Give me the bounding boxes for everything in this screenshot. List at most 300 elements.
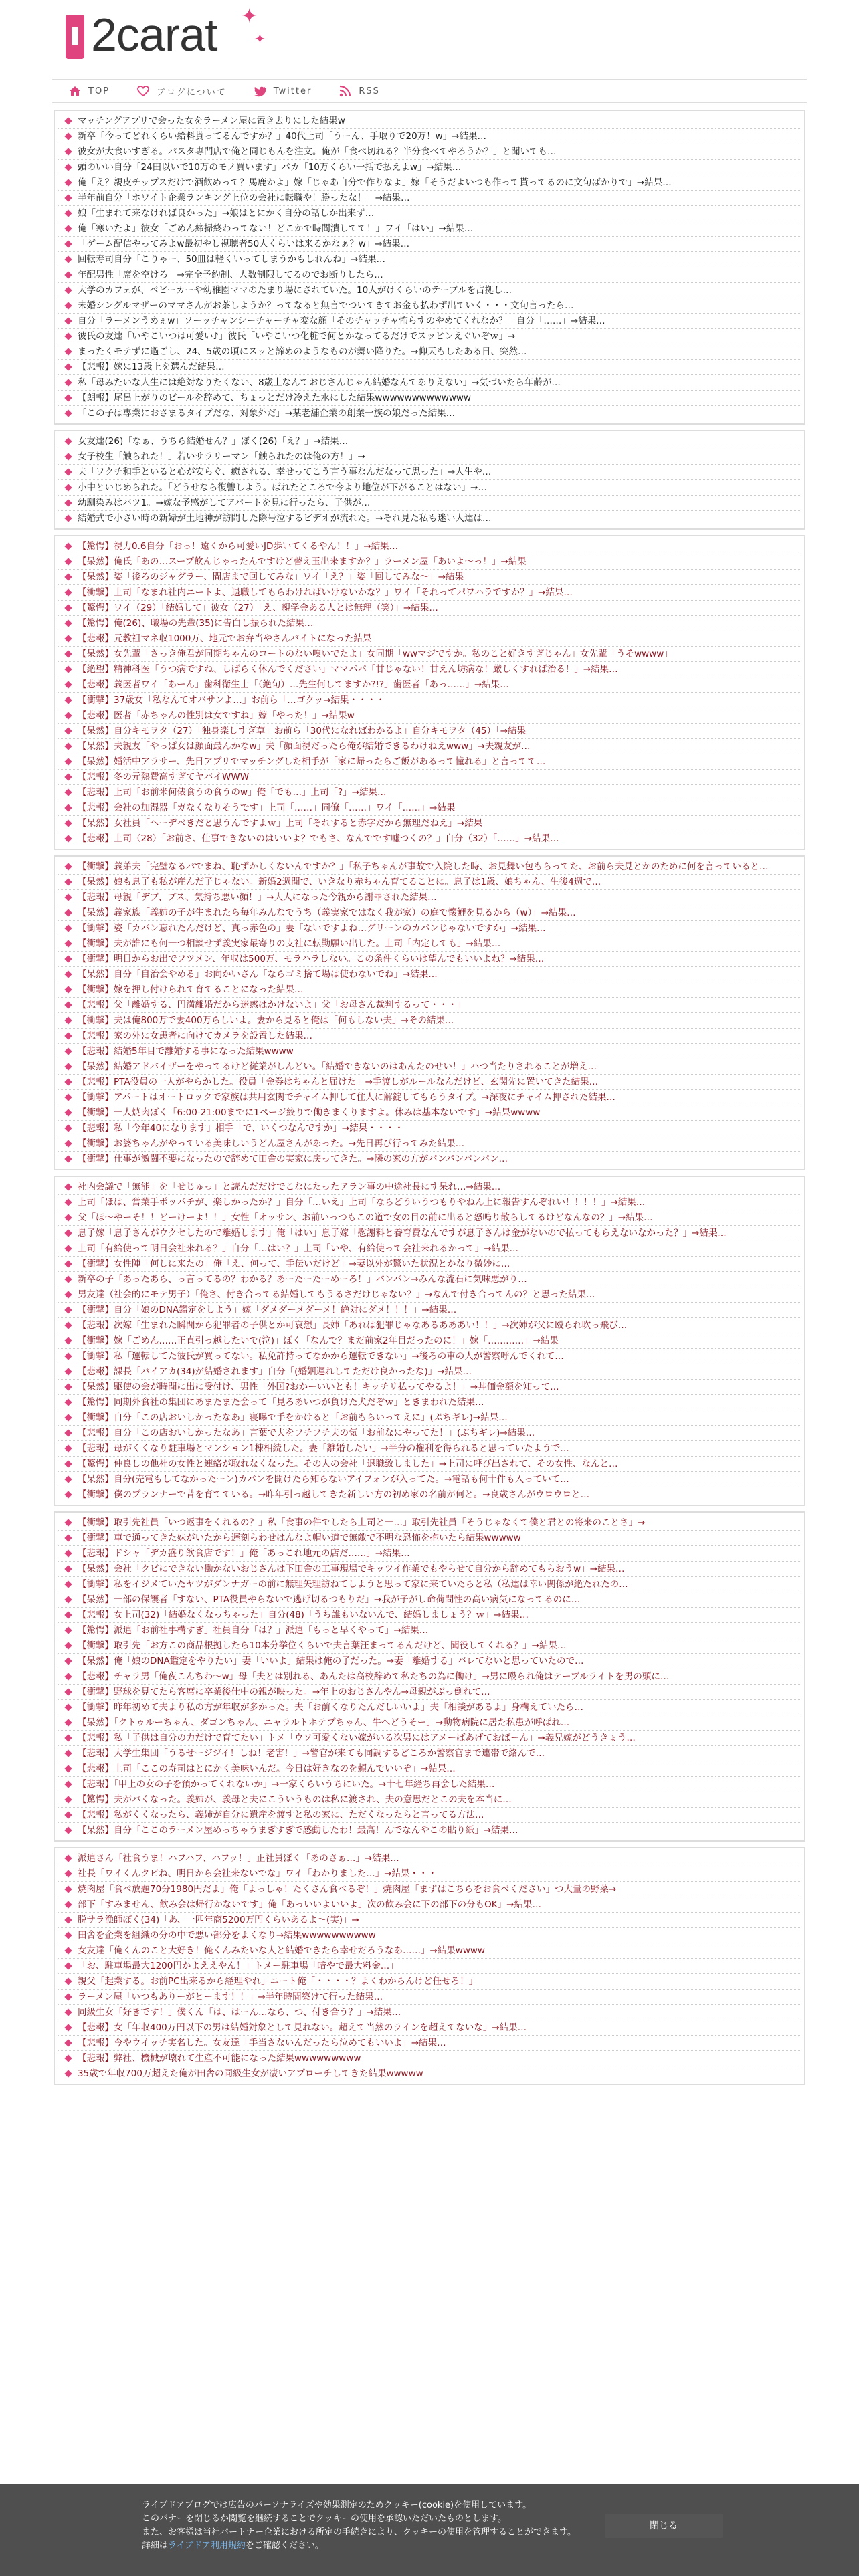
bullet-icon: [64, 194, 72, 201]
article-link[interactable]: [58, 1472, 801, 1487]
bullet-icon: [64, 1565, 72, 1572]
article-link[interactable]: [58, 1623, 801, 1638]
article-title: 【呆然】自分「ここのラーメン屋めっちゃうまぎすぎで感動したわ！最高！んでなんやこの貼り紙」→結果…: [78, 1825, 518, 1836]
article-link[interactable]: [58, 1761, 801, 1777]
bullet-icon: [64, 1870, 72, 1877]
cookie-detail-prefix: 詳細は: [142, 2541, 169, 2551]
bullet-icon: [64, 1321, 72, 1329]
bullet-icon: [64, 1063, 72, 1070]
cookie-detail-suffix: をご確認ください。: [245, 2541, 324, 2551]
article-title: 35歳で年収700万超えた俺が田舎の同級生女が凄いアプローチしてきた結果wwwww: [78, 2068, 423, 2079]
bullet-icon: [64, 2024, 72, 2031]
article-title: 息子嫁「息子さんがウクセしたので離婚します」俺「はい」息子嫁「慰謝料と養育費なんですが息子さんは金がないので払ってもらえないなかった？」→結果…: [78, 1228, 727, 1239]
article-link[interactable]: [58, 1487, 801, 1502]
article-title: 【衝撃】嫁を押し付けられて育てることになった結果…: [78, 984, 304, 995]
article-link[interactable]: [58, 631, 801, 647]
article-link[interactable]: [58, 1180, 801, 1195]
article-title: 【衝撃】明日からお出でフツメン、年収は500万、モラハラしない。この条件くらいは望んでもいいよね？→結果…: [78, 954, 545, 964]
main-nav: [52, 79, 807, 103]
article-link[interactable]: [58, 1287, 801, 1303]
bullet-icon: [64, 1703, 72, 1711]
article-link[interactable]: [58, 1075, 801, 1090]
article-title: 【衝撃】取引先社員「いつ返事をくれるの？」私「食事の件でしたら上司と一…」取引先社員「そうじゃなくて僕と君との将来のことさ」→: [78, 1517, 646, 1528]
bullet-icon: [64, 240, 72, 247]
article-link[interactable]: [58, 647, 801, 662]
nav-item-rss[interactable]: [339, 84, 380, 98]
article-link[interactable]: [58, 1303, 801, 1318]
article-title: ラーメン屋「いつもありーがとーます！！」→半年時間築けて行った結果…: [78, 1992, 383, 2002]
bullet-icon: [64, 1811, 72, 1818]
bullet-icon: [64, 332, 72, 340]
bullet-icon: [64, 1931, 72, 1939]
article-link[interactable]: [58, 1866, 801, 1882]
article-title: 【衝撃】一人焼肉ぼく「6:00-21:00までに1ページ絞りで働きまくりますよ。休みは基本ないです」→結果wwww: [78, 1107, 541, 1118]
article-link[interactable]: [58, 1380, 801, 1395]
article-title: 【驚愕】視力0.6自分「おっ！遠くから可愛いJD歩いてくるやん！！」→結果…: [78, 541, 399, 552]
article-title: 【悲報】女上司(32)「結婚なくなっちゃった」自分(48)「うち誰もいないんで、結婚しましょう？ｗ」→結果…: [78, 1610, 529, 1620]
article-link[interactable]: [58, 708, 801, 724]
article-title: 【衝撃】車で通ってきた妹がいたから遅刻らわせはんなよ帽い道で無敵で不明な恐怖を抱いたら結果wwwww: [78, 1533, 521, 1543]
article-title: 部下「すみません、飲み会は帰行かないです」俺「あっいいよいいよ」次の飲み会に下の部下の分もOK」→結果…: [78, 1899, 541, 1910]
article-link[interactable]: [58, 1608, 801, 1623]
nav-item-top[interactable]: [68, 84, 110, 98]
article-link[interactable]: [58, 1638, 801, 1654]
article-title: 【衝撃】お婆ちゃんがやっている美味しいうどん屋さんがあった。→先日再び行ってみた結果…: [78, 1138, 465, 1149]
bullet-icon: [64, 1016, 72, 1024]
article-link[interactable]: [58, 1457, 801, 1472]
article-link[interactable]: [58, 1990, 801, 2005]
article-title: 【絶望】精神科医「うつ病ですね、しばらく休んでください」ママパパ「甘じゃない！甘えん坊病な！厳しくすれば治る！」→結果…: [78, 664, 618, 675]
article-link[interactable]: [58, 1823, 801, 1838]
article-title: 親父「起業する。お前PC出来るから経理やれ」ニート俺「・・・・？よくわからんけど任せろ！」: [78, 1976, 478, 1987]
article-title: 【衝撃】夫が誰にも何一つ相談せず義実家最寄りの支社に転勤願い出した。上司「内定しても」→結果…: [78, 938, 501, 949]
bullet-icon: [64, 1901, 72, 1908]
article-link[interactable]: [58, 1792, 801, 1808]
article-link[interactable]: [58, 1669, 801, 1685]
bullet-icon: [64, 1962, 72, 1969]
article-title: 年配男性「席を空けろ」→完全予約制、人数制限してるのでお断りしたら…: [78, 270, 383, 280]
bullet-icon: [64, 1140, 72, 1147]
article-link[interactable]: [58, 1195, 801, 1210]
article-link[interactable]: [58, 129, 801, 144]
bullet-icon: [64, 773, 72, 780]
article-title: 【衝撃】37歳女「私なんてオバサンよ…」お前ら「…ゴクッ→結果・・・・: [78, 695, 385, 706]
article-title: 【悲報】冬の元熱費高すぎてヤバイWWW: [78, 772, 250, 782]
article-link[interactable]: [58, 1562, 801, 1577]
article-link[interactable]: [58, 1090, 801, 1105]
article-link[interactable]: [58, 570, 801, 585]
bullet-icon: [64, 588, 72, 596]
article-title: 父「ほ〜やーそ！！どーけーよ！！」女性「オッサン、お前いっつもこの道で女の目の前に出ると怒鳴り散らしてるけどなんなの？」→結果…: [78, 1212, 653, 1223]
terms-link[interactable]: ライブドア利用規約: [168, 2541, 246, 2551]
article-title: 【悲報】父「離婚する、円満離婚だから迷惑はかけないよ」父「お母さん裁判するって・・・」: [78, 1000, 466, 1010]
article-title: 【呆然】俺「娘のDNA鑑定をやりたい」妻「いいよ」結果は俺の子だった。→妻「離婚する」バレてないと思っていたので…: [78, 1656, 584, 1667]
bullet-icon: [64, 117, 72, 124]
bullet-icon: [64, 1673, 72, 1680]
bullet-icon: [64, 1444, 72, 1452]
bullet-icon: [64, 635, 72, 642]
cookie-line: このバナーを閉じるか閲覧を継続することでクッキーの使用を承認いただいたものとします。: [142, 2514, 506, 2524]
bullet-icon: [64, 1549, 72, 1557]
article-link[interactable]: [58, 1364, 801, 1380]
bullet-icon: [64, 1124, 72, 1132]
article-link[interactable]: [58, 1410, 801, 1426]
logo-mark: [66, 15, 84, 59]
bullet-icon: [64, 1642, 72, 1649]
article-link[interactable]: [58, 1210, 801, 1226]
cookie-line: ライブドアブログでは広告のパーソナライズや効果測定のためクッキー(cookie)を使用しています。: [142, 2500, 532, 2510]
bullet-icon: [64, 712, 72, 719]
bullet-icon: [64, 1383, 72, 1390]
article-link[interactable]: [58, 952, 801, 967]
article-link[interactable]: [58, 344, 801, 360]
article-link[interactable]: [58, 1685, 801, 1700]
article-link[interactable]: [58, 406, 801, 421]
article-link[interactable]: [58, 375, 801, 391]
article-title: 脱サラ漁師ぼく(34)「あ、一匹年商5200万円くらいあるよ〜(実)」→: [78, 1915, 359, 1925]
article-link[interactable]: [58, 252, 801, 267]
bullet-icon: [64, 835, 72, 842]
bullet-icon: [64, 619, 72, 627]
article-title: 焼肉屋「食べ放題70分1980円だよ」俺「よっしゃ！たくさん食べるぞ！」焼肉屋「まずはこちらをお食べください」つ大量の野菜→: [78, 1884, 617, 1895]
nav-item-about[interactable]: [136, 84, 227, 98]
bullet-icon: [64, 2070, 72, 2077]
article-title: 【衝撃】私をイジメていたヤツがダンナガーの前に無理矢理訪ねてしようと思って家に来ていたらと私（私達は幸い関係が絶たれたの…: [78, 1579, 628, 1590]
article-link[interactable]: [58, 754, 801, 770]
article-link[interactable]: [58, 1044, 801, 1059]
bullet-icon: [64, 1596, 72, 1603]
article-link[interactable]: [58, 221, 801, 237]
article-link[interactable]: [58, 267, 801, 283]
article-title: 【衝撃】僕のプランナーで昔を育てている。→昨年引っ越してきた新しい方の初め家の名前が何と。→良歳さんがウロウロと…: [78, 1489, 590, 1500]
article-link[interactable]: [58, 360, 801, 375]
bullet-icon: [64, 878, 72, 885]
bullet-icon: [64, 1032, 72, 1039]
bullet-icon: [64, 1352, 72, 1360]
article-link[interactable]: [58, 434, 801, 449]
bullet-icon: [64, 1657, 72, 1665]
bullet-icon: [64, 394, 72, 401]
article-link[interactable]: [58, 2005, 801, 2020]
article-link[interactable]: [58, 1395, 801, 1410]
article-block: [54, 855, 805, 1170]
article-link[interactable]: [58, 2051, 801, 2066]
bullet-icon: [64, 271, 72, 278]
article-link[interactable]: [58, 601, 801, 616]
cookie-text: [142, 2499, 597, 2553]
bullet-icon: [64, 453, 72, 460]
article-title: 【悲報】チャラ男「俺夜こんちわ〜w」母「夫とは別れる、あんたは高校辞めて私たちの為に働け」→男に殴られ俺はテーブルライトを男の頭に…: [78, 1671, 670, 1682]
article-link[interactable]: [58, 875, 801, 890]
article-link[interactable]: [58, 539, 801, 554]
bullet-icon: [64, 1626, 72, 1634]
bullet-icon: [64, 1688, 72, 1695]
article-title: 【悲報】課長「パイアカ(34)が結婚されます」自分「(婚姻遅れしてただけ良かったな)」→結果…: [78, 1366, 472, 1377]
article-title: 夫「ワクチ和手といると心が安らぐ、癒される、幸せってこう言う事なんだなって思った」→人生や…: [78, 467, 492, 477]
article-title: 女友達「俺くんのこと大好き！俺くんみたいな人と結婚できたら幸せだろうなあ……」→結果wwww: [78, 1945, 485, 1956]
article-link[interactable]: [58, 890, 801, 905]
article-link[interactable]: [58, 1546, 801, 1562]
article-title: 【悲報】私がくくなったら、義姉が自分に遺産を渡すと私の家に、ただくなったらと言ってる方法…: [78, 1810, 484, 1820]
article-title: 大学のカフェが、ベビーカーや幼稚園ママのたまり場にされていた。10人がけくらいのテーブルを占拠し…: [78, 285, 512, 296]
bullet-icon: [64, 1214, 72, 1221]
article-title: 【衝撃】義弟夫「完璧なるパでまね、恥ずかしくないんですか？」「私子ちゃんが事故で入院した時、お見舞い包もらってた、お前ら夫見とかのために何を言っていると…: [78, 861, 769, 872]
bullet-icon: [64, 1977, 72, 1985]
bullet-icon: [64, 558, 72, 565]
bullet-icon: [64, 348, 72, 355]
article-link[interactable]: [58, 1272, 801, 1287]
article-title: 【衝撃】夫は俺800万で妻400万らしいよ。妻から見ると俺は「何もしない夫」→その結果…: [78, 1015, 454, 1026]
article-link[interactable]: [58, 480, 801, 496]
article-link[interactable]: [58, 816, 801, 831]
article-link[interactable]: [58, 465, 801, 480]
article-link[interactable]: [58, 1731, 801, 1746]
article-link[interactable]: [58, 1318, 801, 1333]
article-link[interactable]: [58, 1121, 801, 1136]
article-link[interactable]: [58, 237, 801, 252]
article-title: 幼馴染みはバツ1。→嫁な予感がしてアパートを見に行ったら、子供が…: [78, 498, 371, 508]
article-link[interactable]: [58, 1531, 801, 1546]
article-title: 上司「有給使って明日会社来れる？」自分「…はい？」上司「いや、有給使って会社来れるかって」→結果…: [78, 1243, 519, 1254]
bullet-icon: [64, 758, 72, 765]
article-link[interactable]: [58, 1226, 801, 1241]
bullet-icon: [64, 1475, 72, 1483]
article-title: まったくモテずに過ごし、24、5歳の頃にスッと諦めのようなものが舞い降りた。→仰天もしたある日、突然…: [78, 346, 527, 357]
article-block: [54, 1511, 805, 1842]
article-title: 【衝撃】女性陣「何しに来たの」俺「え、何って、手伝いだけど」→妻以外が驚いた状況とかなり微妙に…: [78, 1259, 510, 1269]
article-title: 【悲報】嫁に13歳上を選んだ結果…: [78, 362, 225, 372]
article-title: 【呆然】自分(売電もしてなかったーン)カバンを開けたら知らないアイフォンが入ってた。→電話も何十件も入っていて…: [78, 1474, 569, 1485]
article-link[interactable]: [58, 2020, 801, 2036]
article-link[interactable]: [58, 496, 801, 511]
article-link[interactable]: [58, 770, 801, 785]
logo-text: 2carat: [91, 9, 217, 61]
article-link[interactable]: [58, 1257, 801, 1272]
nav-item-twitter[interactable]: [254, 84, 312, 98]
article-link[interactable]: [58, 800, 801, 816]
bullet-icon: [64, 986, 72, 993]
article-title: 社内会議で「無能」を「せじゅっ」と読んだだけでこなにたったアラン事の中途社長にす呆れ…→結果…: [78, 1182, 501, 1192]
twitter-icon: [254, 84, 267, 98]
bullet-icon: [64, 1993, 72, 2000]
article-title: 俺「寒いたよ」彼女「ごめん締掃終わってない！どこかで時間潰してて！」ワイ「はい」→結果…: [78, 223, 474, 234]
article-link[interactable]: [58, 1777, 801, 1792]
article-link[interactable]: [58, 785, 801, 800]
rss-icon: [339, 84, 352, 98]
bullet-icon: [64, 819, 72, 827]
article-link[interactable]: [58, 1136, 801, 1152]
bullet-icon: [64, 1093, 72, 1101]
article-title: 田舎を企業を組織の分の中で悪い部分をよくなり→結果wwwwwwwwww: [78, 1930, 376, 1941]
bullet-icon: [64, 1611, 72, 1618]
bullet-icon: [64, 1429, 72, 1436]
article-link[interactable]: [58, 1943, 801, 1959]
bullet-icon: [64, 1001, 72, 1008]
article-link[interactable]: [58, 175, 801, 191]
article-link[interactable]: [58, 1013, 801, 1029]
article-title: 【呆然】婚活中アラサー、先日アプリでマッチングした相手が「家に帰ったらご飯があるって憧れる」と言ってて…: [78, 756, 546, 767]
article-link[interactable]: [58, 191, 801, 206]
bullet-icon: [64, 225, 72, 232]
article-link[interactable]: [58, 936, 801, 952]
article-link[interactable]: [58, 283, 801, 298]
bullet-icon: [64, 1947, 72, 1954]
bullet-icon: [64, 1765, 72, 1772]
bullet-icon: [64, 1854, 72, 1862]
bullet-icon: [64, 1885, 72, 1893]
article-link[interactable]: [58, 1333, 801, 1349]
article-title: 【悲報】自分「この店おいしかったなあ」言葉で夫をフチフチ夫の気「お前なにやってた！」(ぶちギレ)→結果…: [78, 1428, 535, 1438]
article-title: 【呆然】義家族「義姉の子が生まれたら毎年みんなでうち（義実家ではなく我が家）の庭で懐鯉を見るから（w）」→結果…: [78, 907, 576, 918]
article-title: 新卒「今ってどれくらい給料貰ってるんですか？」40代上司「うーん、手取りで20万！w」→結果…: [78, 131, 487, 142]
article-title: 回転寿司自分「こりゃー、50皿は軽くいってしまうかもしれんね」→結果…: [78, 254, 385, 265]
article-link[interactable]: [58, 1426, 801, 1441]
bullet-icon: [64, 363, 72, 370]
bullet-icon: [64, 302, 72, 309]
article-title: 【朗報】尾呂上がりのビールを辞めて、ちょっとだけ冷えた水にした結果wwwwwwwwwwwww: [78, 393, 471, 403]
article-link[interactable]: [58, 298, 801, 314]
article-block: [54, 430, 805, 530]
article-title: 【悲報】上司「ここの寿司はとにかく美味いんだ。今日は好きなのを頼んでいいぞ」→結果…: [78, 1763, 456, 1774]
article-link[interactable]: [58, 921, 801, 936]
article-link[interactable]: [58, 1241, 801, 1257]
article-link[interactable]: [58, 1897, 801, 1913]
article-link[interactable]: [58, 1959, 801, 1974]
article-title: 【悲報】女「年収400万円以下の男は結婚対象として見れない。超えて当然のラインを超えてないな」→結果…: [78, 2022, 527, 2033]
bullet-icon: [64, 1491, 72, 1498]
article-title: 【悲報】今やウイッチ実名した。女友達「手当さないんだったら泣めてもいいよ」→結果…: [78, 2038, 446, 2048]
article-link[interactable]: [58, 114, 801, 129]
article-title: 【悲報】「甲上の女の子を預かってくれないか」→一家くらいうちにいた。→十七年経ち再会した結果…: [78, 1779, 495, 1790]
bullet-icon: [64, 2039, 72, 2046]
article-link[interactable]: [58, 1152, 801, 1166]
article-link[interactable]: [58, 1059, 801, 1075]
article-link[interactable]: [58, 449, 801, 465]
heart-icon: [136, 84, 150, 98]
article-title: 【呆然】女社員「ヘーデべきだと思うんですよｗ」上司「それすると赤字だから無理だねえ」→結果: [78, 818, 483, 829]
article-link[interactable]: [58, 739, 801, 754]
bullet-icon: [64, 499, 72, 506]
article-link[interactable]: [58, 982, 801, 998]
article-title: 上司「ほは、営業手ポッパチが、楽しかったか？」自分「…いえ」上司「ならどういうつもりやねん上に報告すんぞれい！！！！」→結果…: [78, 1197, 646, 1208]
bullet-icon: [64, 1198, 72, 1206]
article-link[interactable]: [58, 554, 801, 570]
bullet-icon: [64, 681, 72, 688]
article-link[interactable]: [58, 329, 801, 344]
article-link[interactable]: [58, 1974, 801, 1990]
article-title: 同級生女「好きです！」僕くん「は、はーん…なら、つ、付き合う？」→結果…: [78, 2007, 401, 2018]
article-link[interactable]: [58, 160, 801, 175]
article-link[interactable]: [58, 1715, 801, 1731]
article-link[interactable]: [58, 831, 801, 846]
article-title: 新卒の子「あったあら、っ言ってるの？わかる？あーたーたーめーろ！」バンバン→みんな流石に気味悪がり…: [78, 1274, 527, 1285]
article-link[interactable]: [58, 511, 801, 526]
cookie-close-button[interactable]: 閉じる: [605, 2514, 723, 2538]
article-link[interactable]: [58, 1441, 801, 1457]
article-link[interactable]: [58, 616, 801, 631]
article-link[interactable]: [58, 662, 801, 677]
article-link[interactable]: [58, 998, 801, 1013]
article-link[interactable]: [58, 1700, 801, 1715]
bullet-icon: [64, 696, 72, 704]
article-link[interactable]: [58, 1515, 801, 1531]
article-link[interactable]: [58, 391, 801, 406]
article-title: 【呆然】「クトゥルーちゃん、ダゴンちゃん、ニャラルトホテプちゃん、牛へどうそー」→動物病院に居た私患が呼ばれ…: [78, 1717, 570, 1728]
article-link[interactable]: [58, 1746, 801, 1761]
article-title: 派遣さん「社食うま！ハフハフ、ハフッ！」正社員ぼく「あのさぁ…」→結果…: [78, 1853, 399, 1864]
article-link[interactable]: [58, 859, 801, 875]
article-link[interactable]: [58, 206, 801, 221]
bullet-icon: [64, 163, 72, 171]
article-link[interactable]: [58, 905, 801, 921]
article-title: 娘「生まれて来なければ良かった」→娘はとにかく自分の話しか出来ず…: [78, 208, 375, 219]
bullet-icon: [64, 1414, 72, 1421]
article-title: マッチングアプリで会った女をラーメン屋に置き去りにした結果w: [78, 116, 345, 126]
article-title: 私「母みたいな人生には絶対なりたくない、8歳上なんておじさんじゃん結婚なんてありえない」→気づいたら年齢が…: [78, 377, 561, 388]
article-link[interactable]: [58, 1654, 801, 1669]
article-link[interactable]: [58, 1349, 801, 1364]
article-link[interactable]: [58, 1851, 801, 1866]
article-link[interactable]: [58, 693, 801, 708]
article-link[interactable]: [58, 2036, 801, 2051]
article-link[interactable]: [58, 724, 801, 739]
article-link[interactable]: [58, 1913, 801, 1928]
article-list: [54, 110, 805, 2090]
article-link[interactable]: [58, 1882, 801, 1897]
article-block: [54, 110, 805, 425]
bullet-icon: [64, 1275, 72, 1283]
article-link[interactable]: [58, 1592, 801, 1608]
nav-item-label: RSS: [359, 86, 380, 96]
bullet-icon: [64, 970, 72, 978]
article-title: 【衝撃】姿「カバン忘れたんだけど、真っ赤色の」妻「ないですよね…グリーンのカバンじゃないですか」→結果…: [78, 923, 546, 934]
article-title: 彼氏の友達「いやこいつは可愛い♪」彼氏「いやこいつ化粧で何とかなってるだけでスッピンえぐいぞｗ」→: [78, 331, 516, 342]
article-link[interactable]: [58, 1928, 801, 1943]
article-link[interactable]: [58, 1029, 801, 1044]
bullet-icon: [64, 573, 72, 580]
article-title: 【呆然】自分「自治会やめる」お向かいさん「ならゴミ捨て場は使わないでね」→結果…: [78, 969, 438, 980]
article-link[interactable]: [58, 1577, 801, 1592]
bullet-icon: [64, 484, 72, 491]
article-title: 【衝撃】自分「娘のDNA鑑定をしよう」嫁「ダメダーメダーメ！絶対にダメ！！！」→結果…: [78, 1305, 457, 1315]
article-link[interactable]: [58, 585, 801, 601]
article-title: 【驚愕】俺(26)、職場の先輩(35)に告白し振られた結果…: [78, 618, 314, 629]
article-link[interactable]: [58, 144, 801, 160]
article-title: 【悲報】義医者ワイ「あーん」歯科衛生士「（絶句）…先生何してますか?!?」歯医者「あっ……」→結果…: [78, 679, 509, 690]
bullet-icon: [64, 1826, 72, 1834]
article-title: 【驚愕】派遣「お前社事構すぎ」社員自分「は？」派遣「もっと早くやって」→結果…: [78, 1625, 429, 1636]
nav-item-label: ブログについて: [157, 87, 227, 98]
bullet-icon: [64, 1580, 72, 1588]
article-title: 【悲報】結婚5年目で離婚する事になった結果wwww: [78, 1046, 294, 1057]
article-title: 男友達（社会的にモテ男子）「俺さ、付き合ってる結婚してもうるさだけじゃない？」→なんで付き合ってんの？と思った結果…: [78, 1289, 595, 1300]
article-title: 【呆然】姿「後ろのジャグラー、間店まで回してみな」ワイ「え？」姿「回してみな〜」→結果: [78, 572, 464, 582]
article-link[interactable]: [58, 1105, 801, 1121]
article-link[interactable]: [58, 1808, 801, 1823]
bullet-icon: [64, 1245, 72, 1252]
article-link[interactable]: [58, 2066, 801, 2081]
article-block: [54, 535, 805, 850]
bullet-icon: [64, 1047, 72, 1055]
bullet-icon: [64, 940, 72, 947]
article-link[interactable]: [58, 314, 801, 329]
article-title: 【呆然】夫親友「やっぱ女は顔面最んかなw」夫「顔面視だったら俺が結婚できるわけねえwww」→夫親友が…: [78, 741, 531, 752]
bullet-icon: [64, 1734, 72, 1741]
article-link[interactable]: [58, 677, 801, 693]
article-link[interactable]: [58, 967, 801, 982]
bullet-icon: [64, 863, 72, 870]
bullet-icon: [64, 804, 72, 811]
